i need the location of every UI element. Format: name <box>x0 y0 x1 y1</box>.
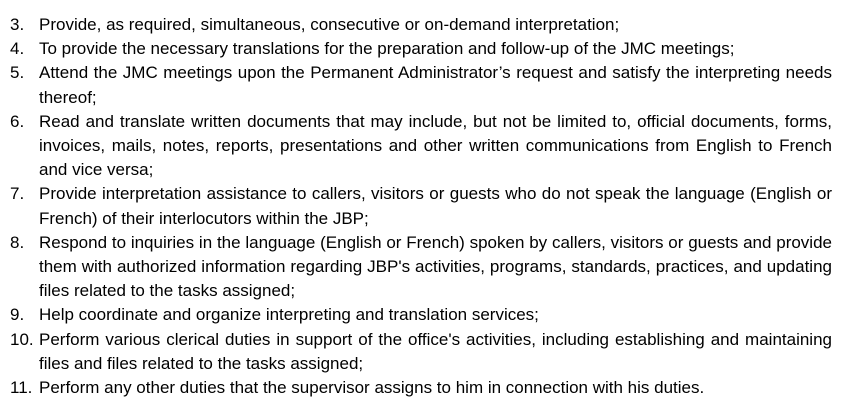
item-text: Attend the JMC meetings upon the Permanent Administrator’s request and satisfy the interpreting needs thereof; <box>39 63 832 107</box>
item-number: 5. <box>10 63 25 83</box>
item-text: Provide interpretation assistance to callers, visitors or guests who do not speak the language (English or French) of their interlocutors within the JBP; <box>39 184 832 228</box>
item-text: Read and translate written documents that may include, but not be limited to, official documents, forms, invoices, mails, notes, reports, presentations and other written communications from English to French and vice versa; <box>39 111 832 180</box>
item-number: 3. <box>10 15 25 34</box>
item-text: Perform various clerical duties in support of the office's activities, including establishing and maintaining files and files related to the tasks assigned; <box>39 329 832 373</box>
item-text: Provide, as required, simultaneous, consecutive or on-demand interpretation; <box>39 15 620 34</box>
item-number: 8. <box>10 232 25 252</box>
list-item <box>10 13 832 37</box>
item-text: Help coordinate and organize interpreting and translation services; <box>39 305 539 325</box>
item-number: 11. <box>10 378 33 398</box>
list-item <box>10 328 832 376</box>
item-number: 6. <box>10 111 25 131</box>
item-text: To provide the necessary translations for the preparation and follow-up of the JMC meetings; <box>39 39 735 59</box>
list-item <box>10 61 832 109</box>
list-item <box>10 37 832 61</box>
item-number: 9. <box>10 305 25 325</box>
item-number: 7. <box>10 184 25 204</box>
list-item <box>10 110 832 183</box>
list-item <box>10 303 832 327</box>
list-item <box>10 376 832 400</box>
list-item <box>10 182 832 230</box>
item-number: 4. <box>10 39 25 59</box>
item-number: 10. <box>10 329 34 349</box>
item-text: Respond to inquiries in the language (English or French) spoken by callers, visitors or guests and provide them with authorized information regarding JBP's activities, programs, standards, practices, and updating files related to the tasks assigned; <box>39 232 832 301</box>
list-item <box>10 231 832 304</box>
item-text: Perform any other duties that the supervisor assigns to him in connection with his duties. <box>39 378 705 398</box>
